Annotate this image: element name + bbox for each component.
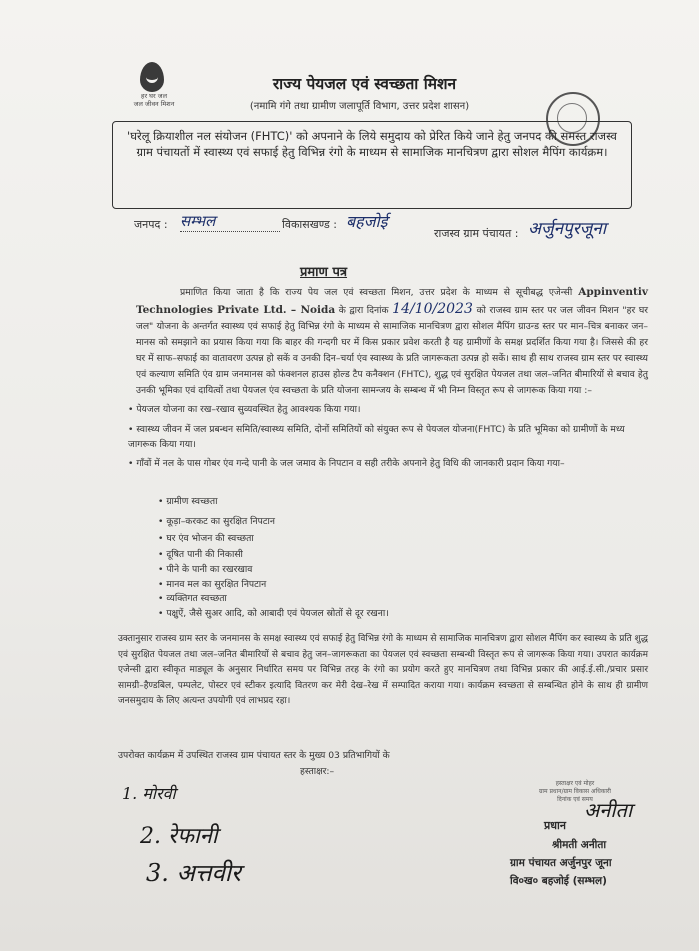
- logo-caption: हर घर जल जल जीवन मिशन: [133, 92, 175, 108]
- page-title: राज्य पेयजल एवं स्वच्छता मिशन: [272, 75, 457, 93]
- closing-paragraph: उक्तानुसार राजस्व ग्राम स्तर के जनमानस के समक्ष स्वास्थ्य एवं सफाई हेतु विभिन्न रंगो के माध्यम से सामाजिक मानचित्रण द्वारा सोशल मैपिंग कर स्वास्थ्य के प्रति शुद्ध एवं सुरक्षित पेयजल तथा जल–जनित बीमारियों से बचाव हेतु जन–जागरूकता का पेयजल एवं स्वच्छता सम्बन्धी विस्तृत रूप से जागरूक किया गया। उपरात कार्यक्रम एजेन्सी द्वारा स्वीकृत माड्यूल के अनुसार निर्धारित समय पर विभिन्न तरह के रंगो का प्रयोग करते हुए मानचित्रण तथा विभिन्न प्रकार की आई.ई.सी./प्रचार प्रसार सामग्री–हैण्डबिल, पम्पलेट, पोस्टर एवं स्टीकर इत्यादि वितरण कर मेरी देख–रेख में सम्पादित कराया गया। कार्यक्रम स्वच्छता से सम्बन्धित होने के साथ ही ग्रामीण जनसमुदाय के लिए अत्यन्त उपयोगी एवं लाभप्रद रहा।: [118, 634, 648, 706]
- date-label: के द्वारा दिनांक: [338, 305, 389, 316]
- signatories-note: उपरोक्त कार्यक्रम में उपस्थित राजस्व ग्राम पंचायत स्तर के मुख्य 03 प्रतिभागियों के: [118, 750, 390, 761]
- block-label: विकासखण्ड :: [282, 218, 338, 231]
- list-item-text: ग्रामीण स्वच्छता: [166, 496, 218, 507]
- list-item: • ग्रामीण स्वच्छता: [158, 496, 218, 507]
- pradhan-name: श्रीमती अनीता: [552, 839, 607, 851]
- bullet-3: • गाँवों में नल के पास गोबर एंव गन्दे पानी के जल जमाव के निपटान व सही तरीके अपनाने हेतु विधि की जानकारी प्रदान किया गया–: [128, 458, 565, 469]
- bullet-3-text: गाँवों में नल के पास गोबर एंव गन्दे पानी के जल जमाव के निपटान व सही तरीके अपनाने हेतु विधि की जानकारी प्रदान किया गया–: [136, 458, 565, 469]
- bullet-1-text: पेयजल योजना का रख–रखाव सुव्यवस्थित हेतु आवश्यक किया गया।: [136, 404, 361, 415]
- gp-value: अर्जुनपुरजूना: [528, 219, 607, 239]
- signature-3: 3. अत्तवीर: [146, 859, 241, 887]
- list-item-text: घर एंव भोजन की स्वच्छता: [166, 533, 254, 544]
- signature-2-text: रेफानी: [167, 824, 218, 849]
- list-item: • दूषित पानी की निकासी: [158, 549, 243, 560]
- seal-small-text: हस्ताक्षर एवं मोहर ग्राम प्रधान/ग्राम विकास अधिकारी दिनांक एवं समय: [539, 780, 611, 803]
- list-item: • व्यक्तिगत स्वच्छता: [158, 593, 227, 604]
- pradhan-label: प्रधान: [544, 819, 566, 832]
- bullet-1: • पेयजल योजना का रख–रखाव सुव्यवस्थित हेतु आवश्यक किया गया।: [128, 404, 361, 415]
- list-item: • कूड़ा–करकट का सुरक्षित निपटान: [158, 516, 275, 527]
- list-item: • घर एंव भोजन की स्वच्छता: [158, 533, 254, 544]
- page-subtitle: (नमामि गंगे तथा ग्रामीण जलापूर्ति विभाग, उत्तर प्रदेश शासन): [249, 101, 470, 112]
- list-item-text: पक्षुऐं, जैसे सुअर आदि, को आबादी एवं पेयजल स्रोतों से दूर रखना।: [166, 608, 389, 619]
- certificate-heading: प्रमाण पत्र: [300, 265, 348, 280]
- gp-label: राजस्व ग्राम पंचायत :: [434, 227, 519, 240]
- intro-rest: को राजस्व ग्राम स्तर पर जल जीवन मिशन "हर घर जल" योजना के अन्तर्गत स्वास्थ्य एवं सफाई हेतु विभिन्न रंगो के माध्यम से सामाजिक मानचित्रण द्वारा सोशल मैपिंग ग्राउन्ड स्तर पर मान–चित्र बनाकर जन–मानस को समझाने का प्रयास किया गया कि बाहर की गन्दगी घर में किस प्रकार प्रवेश करती है यह ग्रामीणों के समक्ष प्रदर्शित किया गया है। जिससे की हर घर में साफ–सफाई का वातावरण उत्पन्न हो सकें व उनकी दिन–चर्या एंव स्वास्थ्य के प्रति जागरूकता उत्पन्न हो सकें। साथ ही साथ राजस्व ग्राम स्तर पर स्वास्थ्य एवं कल्याण समिति एंव ग्राम जनमानस को फंक्शनल हाउस होल्ड टैप कनैक्शन (FHTC), शुद्ध एवं सुरक्षित पेयजल तथा जल–जनित बीमारियों से बचाव हेतु उनकी भूमिका एवं दायित्वों तथा पेयजल एंव स्वच्छता के प्रति योजना सामन्जय के सम्बन्ध में भी निम्न विस्तृत रूप से जागरूक किया गया :–: [136, 305, 649, 396]
- list-item-text: व्यक्तिगत स्वच्छता: [166, 593, 227, 604]
- district-label: जनपद :: [134, 218, 168, 231]
- signature-1-text: मोरवी: [142, 784, 176, 803]
- list-item-text: दूषित पानी की निकासी: [166, 549, 243, 560]
- agency-name: Appinventiv Technologies Private Ltd. – Noida: [136, 286, 648, 316]
- list-item: • पीने के पानी का रखरखाव: [158, 564, 253, 575]
- list-item: • पक्षुऐं, जैसे सुअर आदि, को आबादी एवं पेयजल स्रोतों से दूर रखना।: [158, 608, 389, 619]
- signature-2: 2. रेफानी: [140, 824, 218, 849]
- pradhan-signature: अनीता: [584, 798, 633, 822]
- date-value: 14/10/2023: [392, 301, 473, 317]
- bullet-2: • स्वास्थ्य जीवन में जल प्रबन्धन समिति/स्वास्थ्य समिति, दोनों समितियों को संयुक्त रूप से पेयजल योजना(FHTC) के प्रति भूमिका को ग्रामीणों के मध्य जागरूक किया गया।: [128, 424, 625, 450]
- signature-1: 1. मोरवी: [122, 784, 176, 803]
- block-district: वि०ख० बहजोई (सम्भल): [510, 875, 607, 887]
- list-item-text: पीने के पानी का रखरखाव: [166, 564, 253, 575]
- block-value: बहजोई: [346, 212, 388, 231]
- list-item-text: कूड़ा–करकट का सुरक्षित निपटान: [166, 516, 275, 527]
- list-item: • मानव मल का सुरक्षित निपटान: [158, 579, 267, 590]
- bullet-2-text: स्वास्थ्य जीवन में जल प्रबन्धन समिति/स्वास्थ्य समिति, दोनों समितियों को संयुक्त रूप से पेयजल योजना(FHTC) के प्रति भूमिका को ग्रामीणों के मध्य जागरूक किया गया।: [128, 424, 625, 450]
- signature-3-text: अत्तवीर: [176, 859, 241, 887]
- district-value: सम्भल: [180, 211, 280, 232]
- intro-paragraph: [136, 284, 648, 399]
- signatories-note-2: हस्ताक्षर:–: [300, 766, 335, 777]
- intro-start: प्रमाणित किया जाता है कि राज्य पेय जल एवं स्वच्छता मिशन, उत्तर प्रदेश के माध्यम से सूचीबद्ध एजेन्सी: [180, 287, 573, 298]
- program-description-box: 'घरेलू क्रियाशील नल संयोजन (FHTC)' को अपनाने के लिये समुदाय को प्रेरित किये जाने हेतु जनपद की समस्त राजस्व ग्राम पंचायतों में स्वास्थ्य एवं सफाई हेतु विभिन्न रंगो के माध्यम से सामाजिक मानचित्रण द्वारा सोशल मैपिंग कार्यक्रम।: [112, 121, 632, 209]
- panchayat-name: ग्राम पंचायत अर्जुनपुर जूना: [510, 857, 612, 869]
- list-item-text: मानव मल का सुरक्षित निपटान: [166, 579, 267, 590]
